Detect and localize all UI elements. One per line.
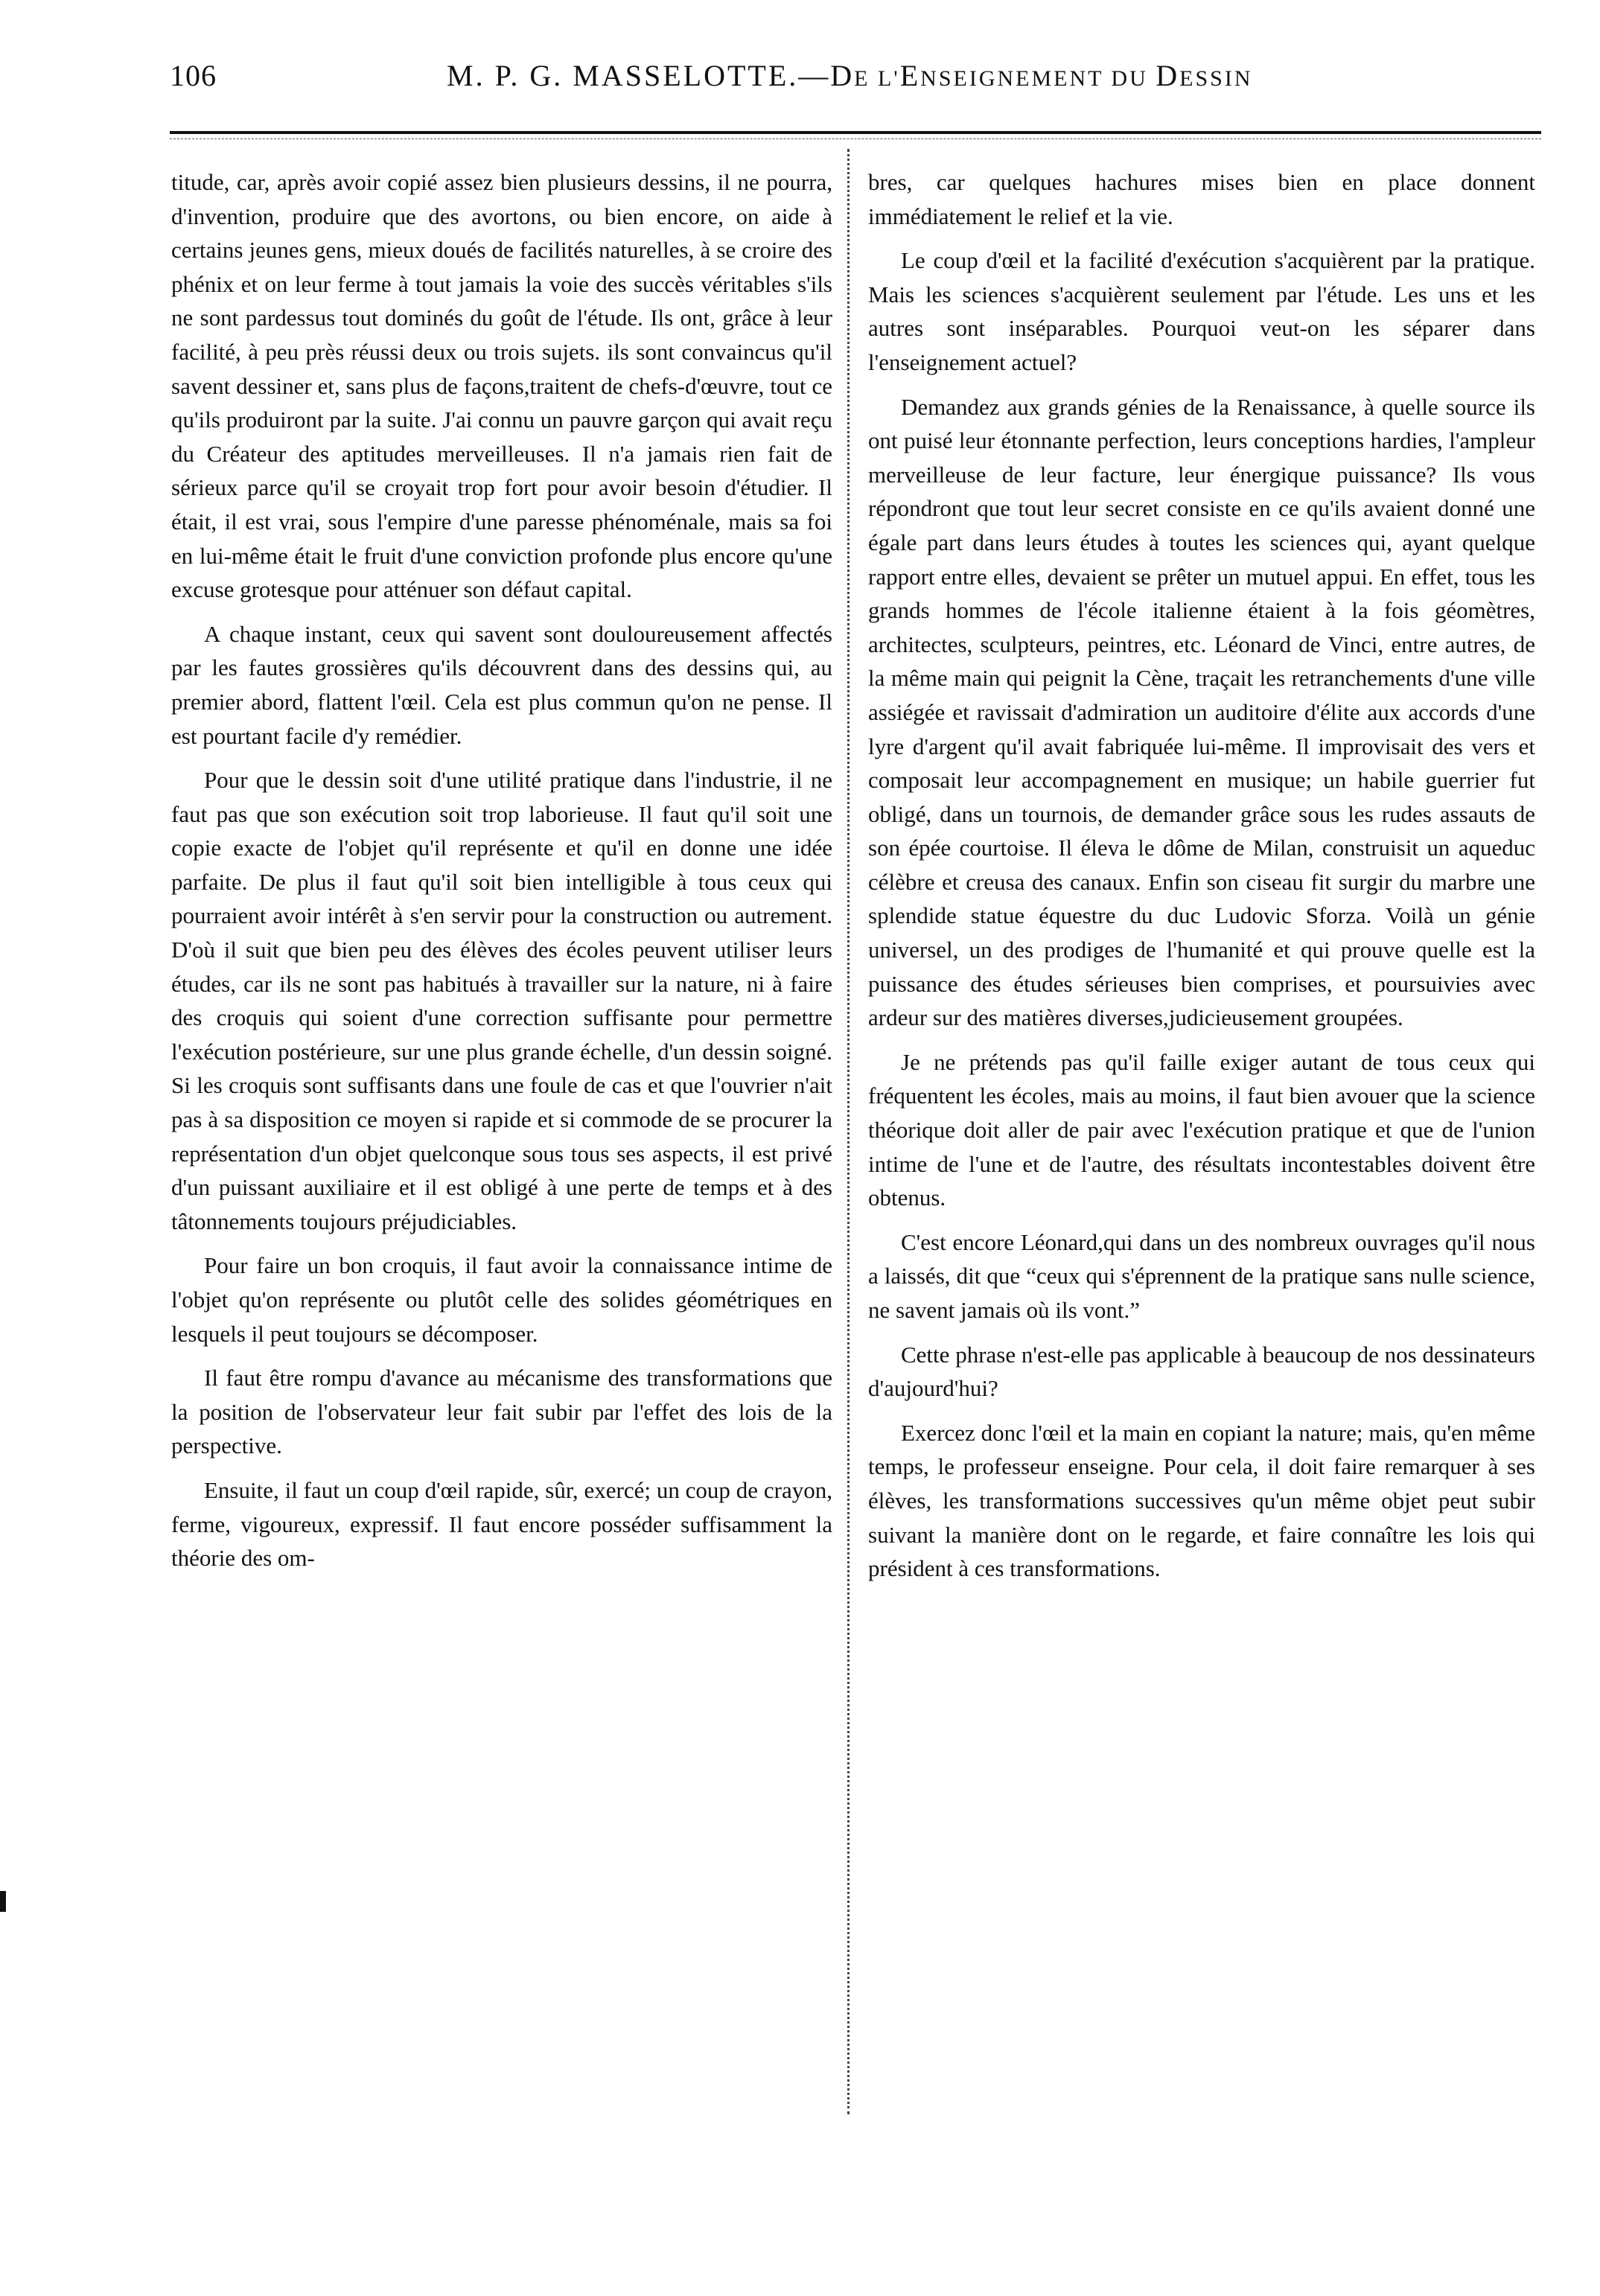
left-column: [171, 165, 832, 1586]
right-column: [868, 165, 1535, 1596]
running-head: [447, 58, 1437, 93]
paragraph: Cette phrase n'est-elle pas applicable à beaucoup de nos dessinateurs d'aujourd'hui?: [868, 1341, 1535, 1402]
title-cap: D: [1156, 59, 1180, 92]
title-cap: E: [899, 59, 921, 92]
author-name: M. P. G. MASSELOTTE.—: [447, 59, 831, 92]
paragraph: bres, car quelques hachures mises bien en place donnent immédiatement le relief et la vie.: [868, 169, 1535, 229]
paragraph: Je ne prétends pas qu'il faille exiger autant de tous ceux qui fréquentent les écoles, mais au moins, il faut bien avouer que la science théorique doit aller de pair avec l'exécution pratique et que de l'union intime de l'une et de l'autre, des résultats incontestables doivent être obtenus.: [868, 1048, 1535, 1211]
header-rule: [170, 131, 1541, 134]
title-cap: D: [830, 59, 855, 92]
paragraph: A chaque instant, ceux qui savent sont douloureusement affectés par les fautes grossières qu'ils découvrent dans des dessins qui, au premier abord, flattent l'œil. Cela est plus commun qu'on ne pense. Il est pourtant facile d'y remédier.: [171, 620, 832, 749]
paragraph: titude, car, après avoir copié assez bien plusieurs dessins, il ne pourra, d'invention, produire que des avortons, ou bien encore, on aide à certains jeunes gens, mieux doués de facilités naturelles, à se croire des phénix et on leur ferme à tout jamais la voie des succès véritables s'ils ne sont pardessus tout dominés du goût de l'étude. Ils ont, grâce à leur facilité, à peu près réussi deux ou trois sujets. ils sont convaincus qu'il savent dessiner et, sans plus de façons,traitent de chefs-d'œuvre, tout ce qu'ils produiront par la suite. J'ai connu un pauvre garçon qui avait reçu du Créateur des aptitudes merveilleuses. Il n'a jamais rien fait de sérieux parce qu'il se croyait trop fort pour avoir besoin d'étudier. Il était, il est vrai, sous l'empire d'une paresse phénoménale, mais sa foi en lui-même était le fruit d'une conviction profonde plus encore qu'une excuse grotesque pour atténuer son défaut capital.: [171, 169, 832, 603]
paragraph: Le coup d'œil et la facilité d'exécution s'acquièrent par la pratique. Mais les sciences s'acquièrent seulement par l'étude. Les uns et les autres sont inséparables. Pourquoi veut-on les séparer dans l'enseignement actuel?: [868, 247, 1535, 375]
paragraph: Demandez aux grands génies de la Renaissance, à quelle source ils ont puisé leur étonnante perfection, leurs conceptions hardies, l'ampleur merveilleuse de leur facture, leur énergique puissance? Ils vous répondront que tout leur secret consiste en ce qu'ils avaient donné une égale part dans leurs études à toutes les sciences qui, ayant quelque rapport entre elles, devaient se prêter un mutuel appui. En effet, tous les grands hommes de l'école italienne étaient à la fois géomètres, architectes, sculpteurs, peintres, etc. Léonard de Vinci, entre autres, de la même main qui peignit la Cène, traçait les retranchements d'une ville assiégée et ravissait d'admiration un auditoire d'élite aux accords d'une lyre d'argent qu'il avait fabriquée lui-même. Il improvisait des vers et composait leur accompagnement en musique; un habile guerrier fut obligé, dans un tournois, de demander grâce sous les rudes assauts de son épée courtoise. Il éleva le dôme de Milan, construisit un aqueduc célèbre et creusa des canaux. Enfin son ciseau fit surgir du marbre une splendide statue équestre du duc Ludovic Sforza. Voilà un génie universel, un des prodiges de l'humanité et qui prouve quelle est la puissance des études sérieuses bien comprises, et poursuivies avec ardeur sur des matières diverses,judicieusement groupées.: [868, 393, 1535, 1031]
paragraph: Pour que le dessin soit d'une utilité pratique dans l'industrie, il ne faut pas que son exécution soit trop laborieuse. Il faut qu'il soit une copie exacte de l'objet qu'il représente et qu'il en donne une idée parfaite. De plus il faut qu'il soit bien intelligible à tous ceux qui pourraient avoir intérêt à s'en servir pour la construction ou autrement. D'où il suit que bien peu des élèves des écoles peuvent utiliser leurs études, car ils ne sont pas habitués à travailler sur la nature, ni à faire des croquis qui soient d'une correction suffisante pour permettre l'exécution postérieure, sur une plus grande échelle, d'un dessin soigné. Si les croquis sont suffisants dans une foule de cas et que l'ouvrier n'ait pas à sa disposition ce moyen si rapide et si commode de se procurer la représentation d'un objet quelconque sous tous ses aspects, il est privé d'un puissant auxiliaire et il est obligé à une perte de temps et à des tâtonnements toujours préjudiciables.: [171, 767, 832, 1234]
title-smallcaps: E L': [854, 66, 900, 91]
paragraph: Pour faire un bon croquis, il faut avoir la connaissance intime de l'objet qu'on représente ou plutôt celle des solides géométriques en lesquels il peut toujours se décomposer.: [171, 1252, 832, 1347]
paragraph: C'est encore Léonard,qui dans un des nombreux ouvrages qu'il nous a laissés, dit que “ceux qui s'éprennent de la pratique sans nulle science, ne savent jamais où ils vont.”: [868, 1228, 1535, 1323]
title-smallcaps: NSEIGNEMENT DU: [920, 66, 1156, 91]
margin-mark: [0, 1891, 6, 1912]
paragraph: Ensuite, il faut un coup d'œil rapide, sûr, exercé; un coup de crayon, ferme, vigoureux, expressif. Il faut encore posséder suffisamment la théorie des om-: [171, 1476, 832, 1572]
page-number: 106: [170, 59, 217, 92]
title-smallcaps: ESSIN: [1179, 66, 1253, 91]
paragraph: Il faut être rompu d'avance au mécanisme des transformations que la position de l'observateur leur fait subir par l'effet des lois de la perspective.: [171, 1365, 832, 1459]
header-rule-thin: [170, 138, 1541, 140]
paragraph: Exercez donc l'œil et la main en copiant la nature; mais, qu'en même temps, le professeur enseigne. Pour cela, il doit faire remarquer à ses élèves, les transformations successives qu'un même objet peut subir suivant la manière dont on le regarde, et faire connaître les lois qui président à ces transformations.: [868, 1419, 1535, 1582]
column-divider: [847, 149, 850, 2114]
